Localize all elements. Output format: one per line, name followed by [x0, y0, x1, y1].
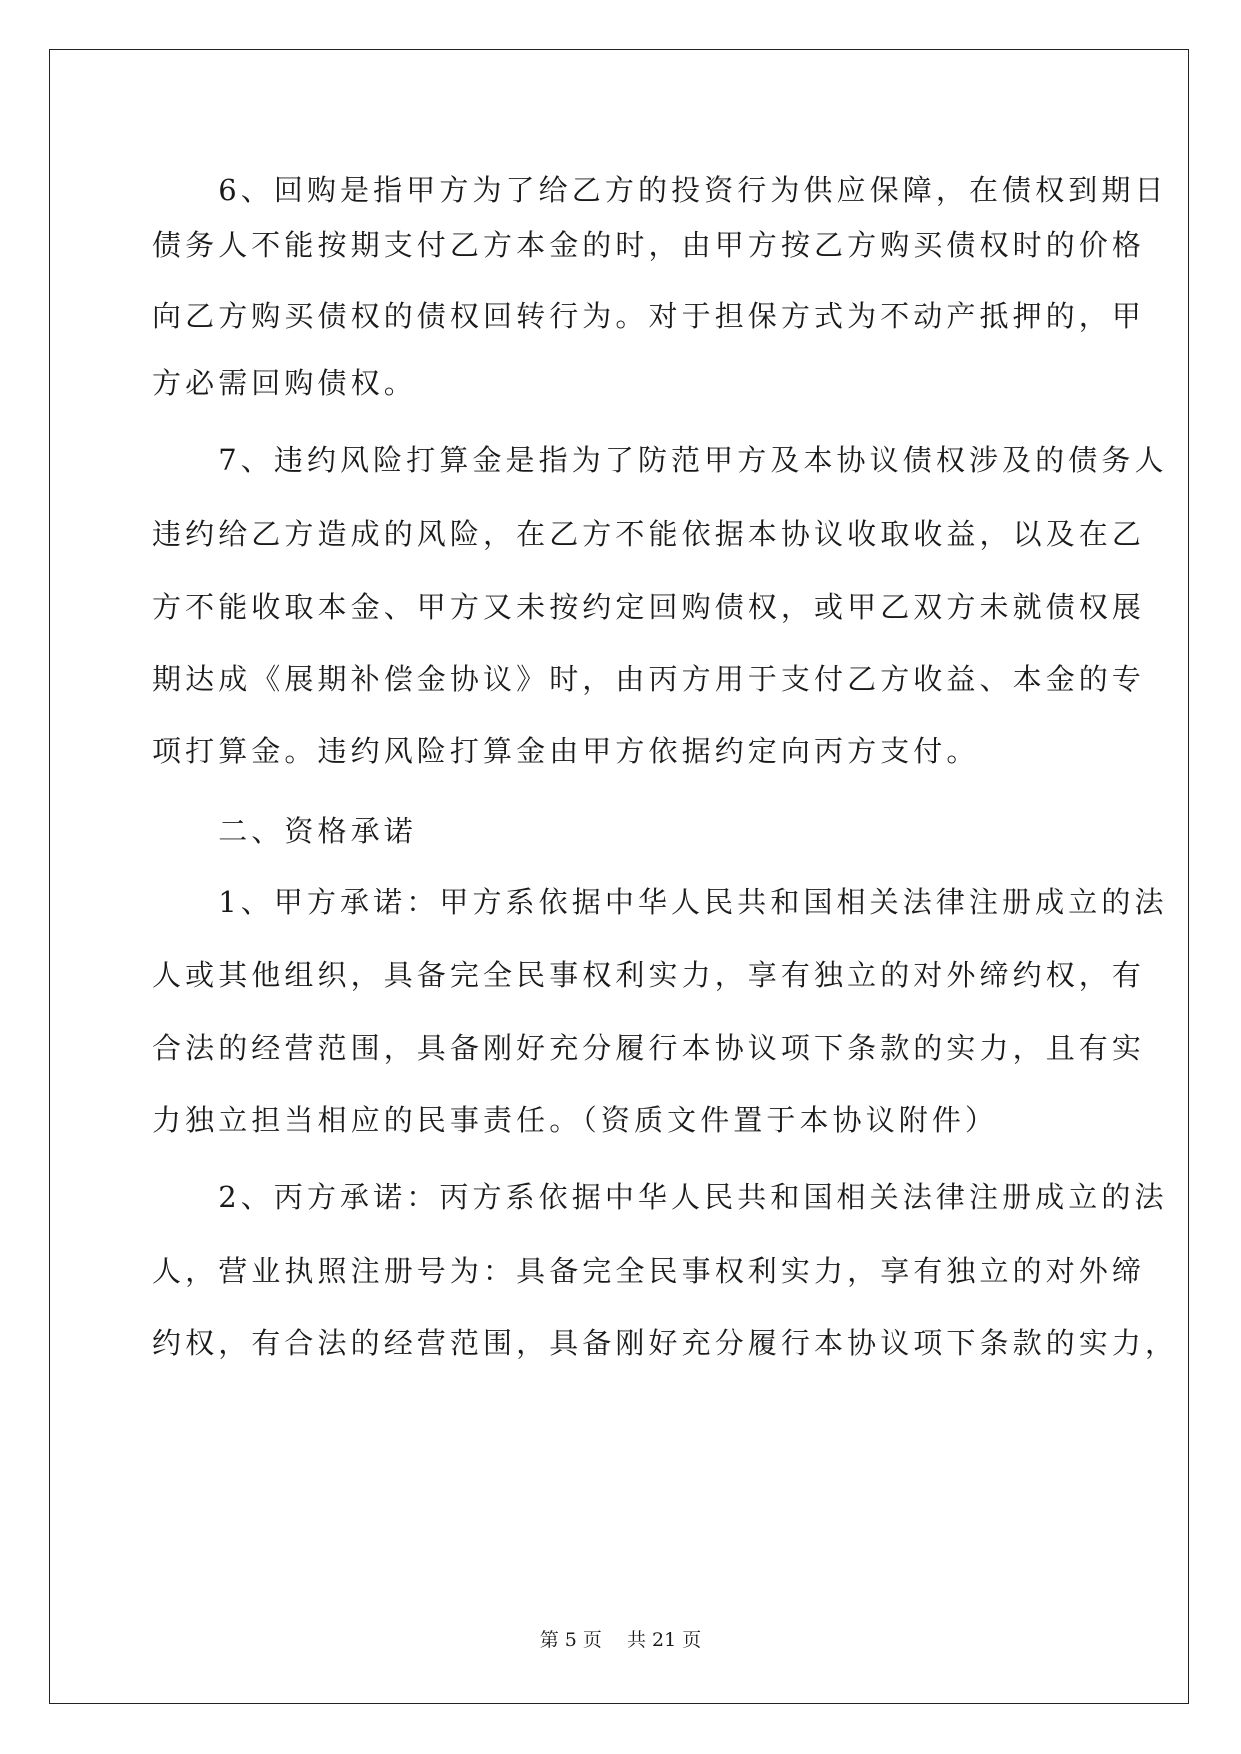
page-footer: 第 5 页 共 21 页	[539, 1629, 702, 1651]
body-line: 期达成《展期补偿金协议》时，由丙方用于支付乙方收益、本金的专	[152, 662, 1146, 696]
section-heading: 二、资格承诺	[152, 814, 417, 848]
body-line: 人或其他组织，具备完全民事权利实力，享有独立的对外缔约权，有	[152, 958, 1146, 992]
body-line: 项打算金。违约风险打算金由甲方依据约定向丙方支付。	[152, 734, 980, 768]
body-line: 6、回购是指甲方为了给乙方的投资行为供应保障，在债权到期日	[152, 173, 1168, 207]
body-line: 债务人不能按期支付乙方本金的时，由甲方按乙方购买债权时的价格	[152, 228, 1146, 262]
body-line: 人，营业执照注册号为：具备完全民事权利实力，享有独立的对外缔	[152, 1254, 1146, 1288]
body-line: 向乙方购买债权的债权回转行为。对于担保方式为不动产抵押的，甲	[152, 299, 1146, 333]
body-line: 约权，有合法的经营范围，具备刚好充分履行本协议项下条款的实力，	[152, 1326, 1179, 1360]
body-line: 方必需回购债权。	[152, 366, 417, 400]
body-line: 合法的经营范围，具备刚好充分履行本协议项下条款的实力，且有实	[152, 1031, 1146, 1065]
body-line: 2、丙方承诺：丙方系依据中华人民共和国相关法律注册成立的法	[152, 1180, 1168, 1214]
body-line: 违约给乙方造成的风险，在乙方不能依据本协议收取收益，以及在乙	[152, 517, 1146, 551]
body-line: 力独立担当相应的民事责任。（资质文件置于本协议附件）	[152, 1103, 999, 1137]
body-line: 7、违约风险打算金是指为了防范甲方及本协议债权涉及的债务人	[152, 443, 1168, 477]
body-line: 方不能收取本金、甲方又未按约定回购债权，或甲乙双方未就债权展	[152, 590, 1146, 624]
body-line: 1、甲方承诺：甲方系依据中华人民共和国相关法律注册成立的法	[152, 885, 1168, 919]
